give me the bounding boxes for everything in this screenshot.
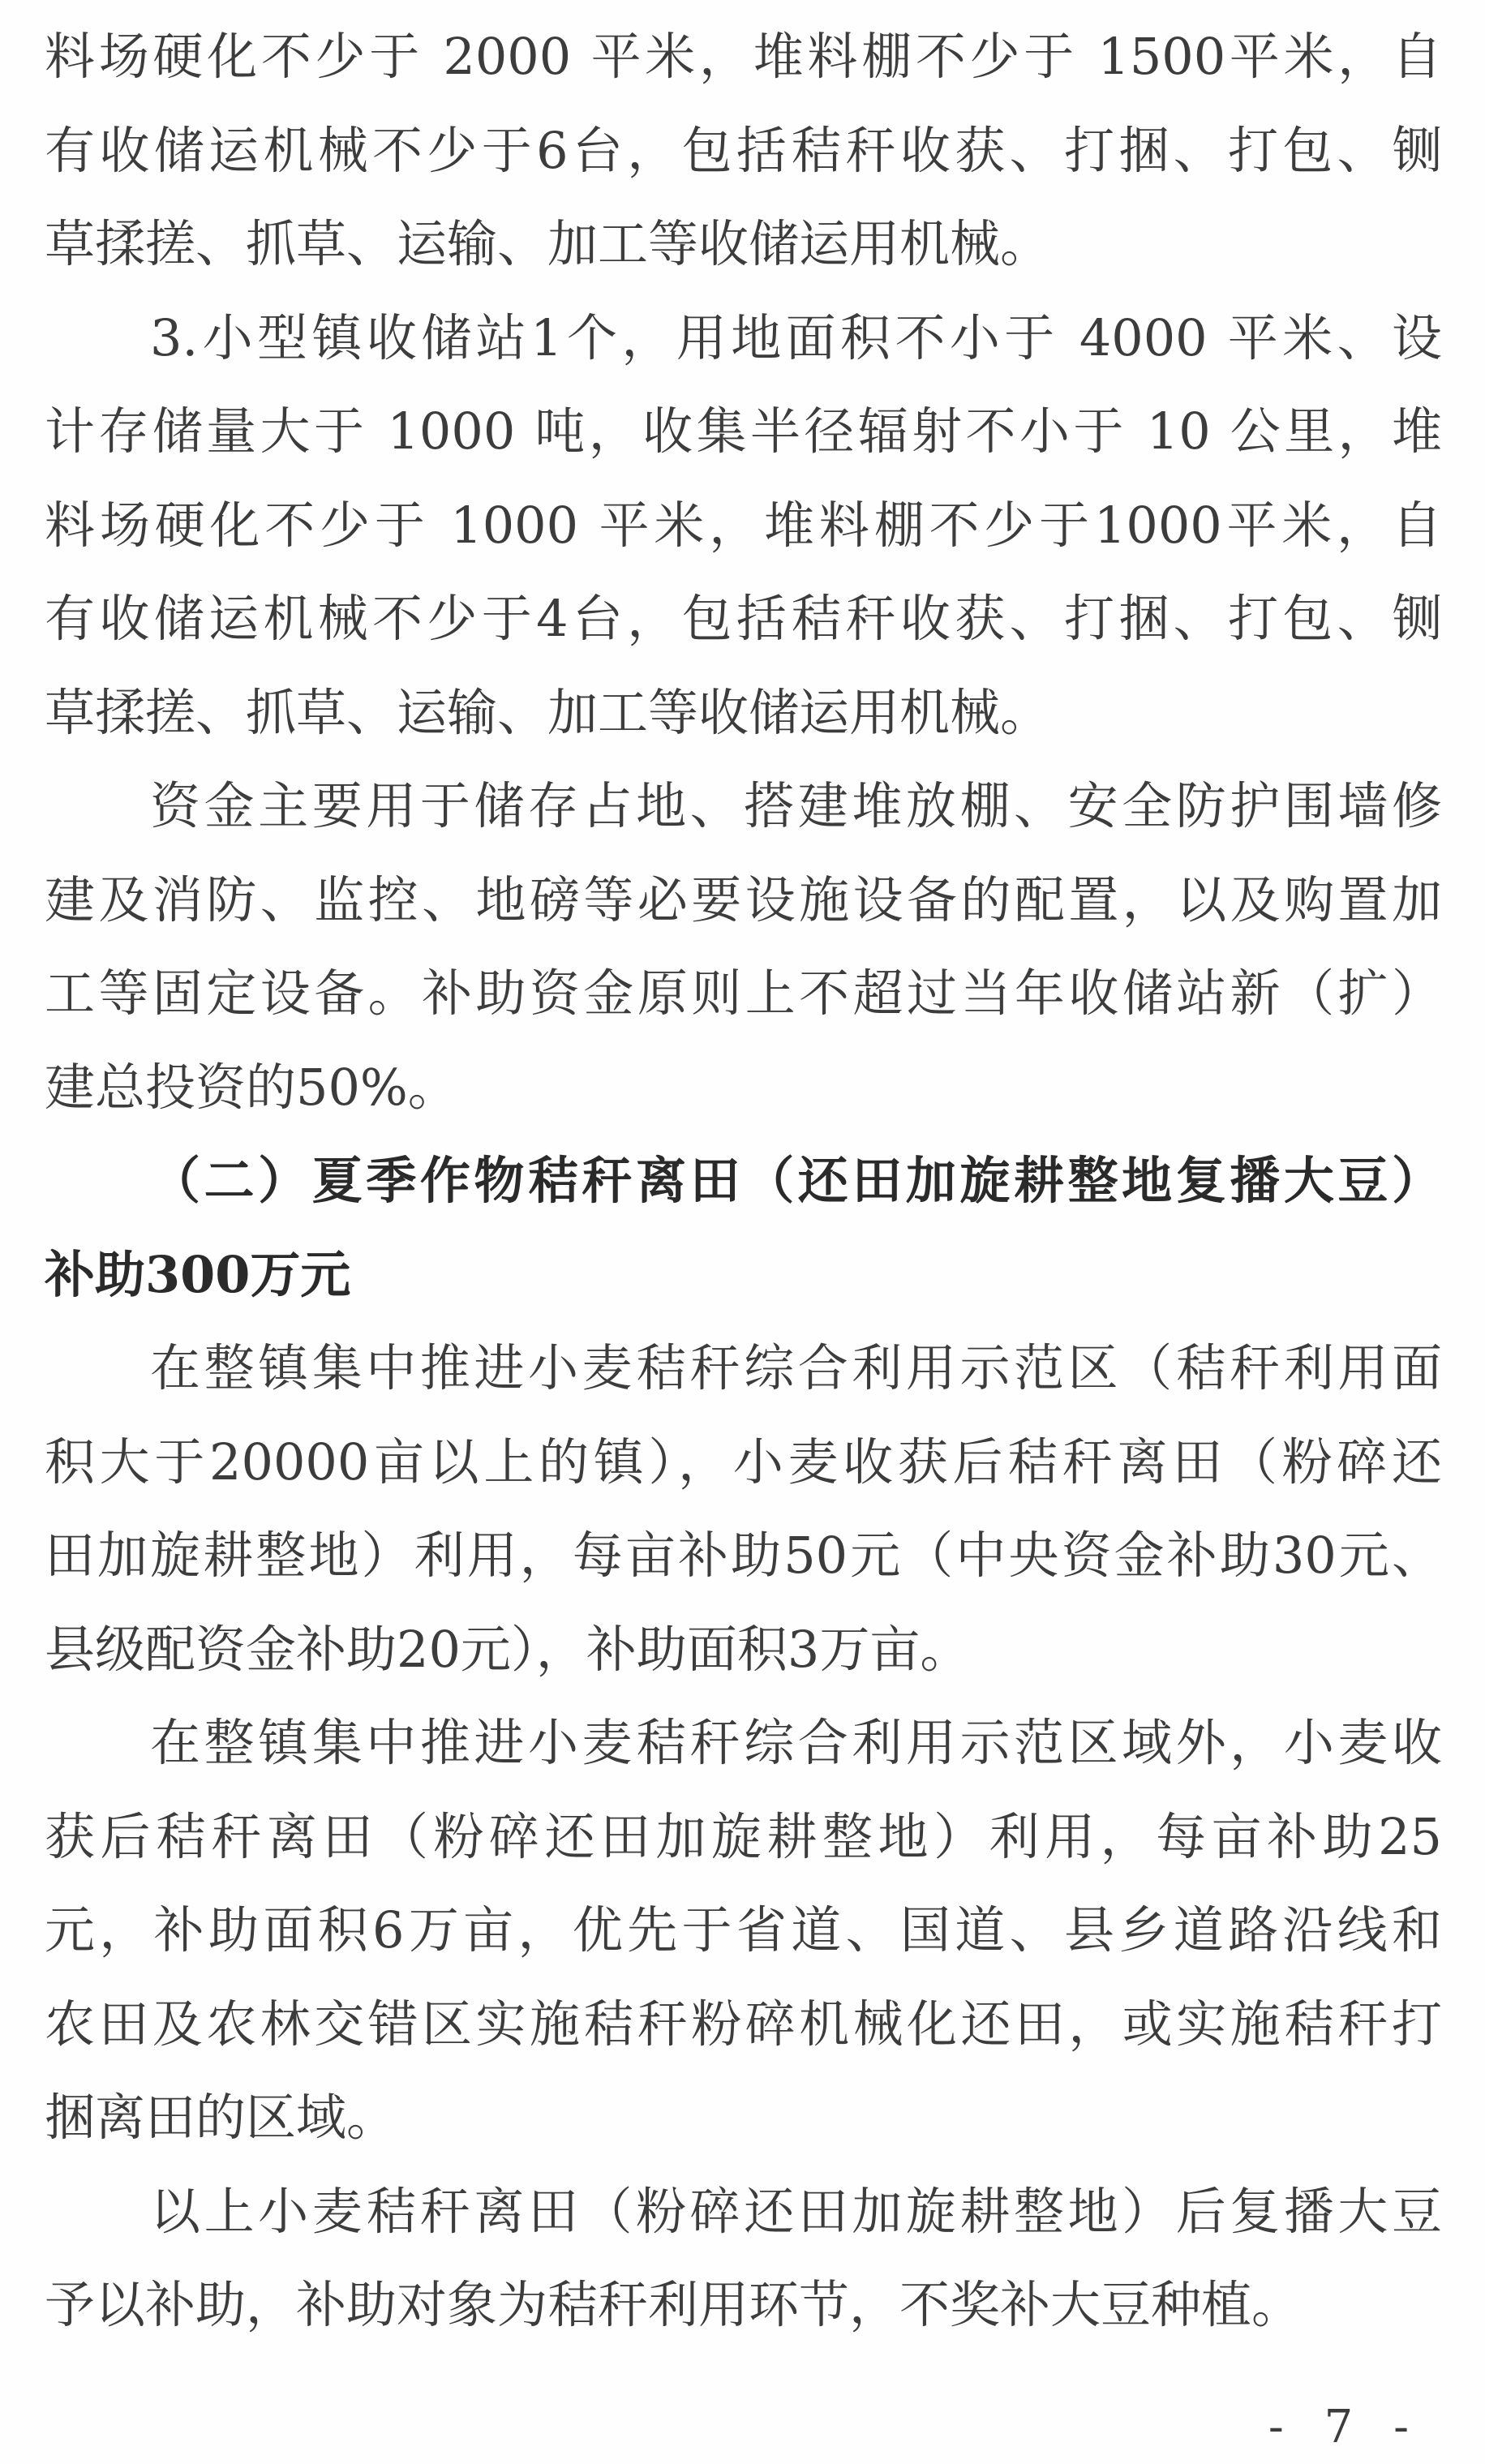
text-line: 元，补助面积6万亩，优先于省道、国道、县乡道路沿线和 (45, 1900, 1442, 1960)
document-body (45, 10, 1442, 2352)
text-line: 草揉搓、抓草、运输、加工等收储运用机械。 (45, 214, 1051, 273)
text-line: 以上小麦秸秆离田（粉碎还田加旋耕整地）后复播大豆 (150, 2181, 1442, 2241)
text-line: 建总投资的50%。 (45, 1057, 458, 1117)
text-line: 有收储运机械不少于4台，包括秸秆收获、打捆、打包、铡 (45, 589, 1442, 648)
text-line: 建及消防、监控、地磅等必要设施设备的配置，以及购置加 (45, 869, 1442, 929)
page-number: - 7 - (1268, 2401, 1422, 2453)
text-line: 县级配资金补助20元），补助面积3万亩。 (45, 1619, 971, 1679)
text-line: 积大于20000亩以上的镇），小麦收获后秸秆离田（粉碎还 (45, 1432, 1442, 1492)
text-line: 予以补助，补助对象为秸秆利用环节，不奖补大豆种植。 (45, 2275, 1303, 2334)
text-line: 有收储运机械不少于6台，包括秸秆收获、打捆、打包、铡 (45, 120, 1442, 180)
text-line: 在整镇集中推进小麦秸秆综合利用示范区（秸秆利用面 (150, 1338, 1442, 1397)
text-line: 料场硬化不少于 2000 平米，堆料棚不少于 1500平米，自 (45, 27, 1442, 86)
text-line: 3.小型镇收储站1个，用地面积不小于 4000 平米、设 (150, 307, 1442, 367)
section-heading: 补助300万元 (45, 1244, 351, 1304)
text-line: 资金主要用于储存占地、搭建堆放棚、安全防护围墙修 (150, 776, 1442, 835)
text-line: 草揉搓、抓草、运输、加工等收储运用机械。 (45, 682, 1051, 742)
text-line: 工等固定设备。补助资金原则上不超过当年收储站新（扩） (45, 964, 1442, 1023)
text-line: 捆离田的区域。 (45, 2088, 397, 2147)
text-line: 在整镇集中推进小麦秸秆综合利用示范区域外，小麦收 (150, 1713, 1442, 1772)
text-line: 计存储量大于 1000 吨，收集半径辐射不小于 10 公里，堆 (45, 401, 1442, 461)
text-line: 农田及农林交错区实施秸秆粉碎机械化还田，或实施秸秆打 (45, 1994, 1442, 2054)
text-line: 田加旋耕整地）利用，每亩补助50元（中央资金补助30元、 (45, 1526, 1442, 1585)
text-line: 获后秸秆离田（粉碎还田加旋耕整地）利用，每亩补助25 (45, 1806, 1442, 1866)
section-heading: （二）夏季作物秸秆离田（还田加旋耕整地复播大豆） (150, 1151, 1442, 1210)
text-line: 料场硬化不少于 1000 平米，堆料棚不少于1000平米，自 (45, 495, 1442, 555)
